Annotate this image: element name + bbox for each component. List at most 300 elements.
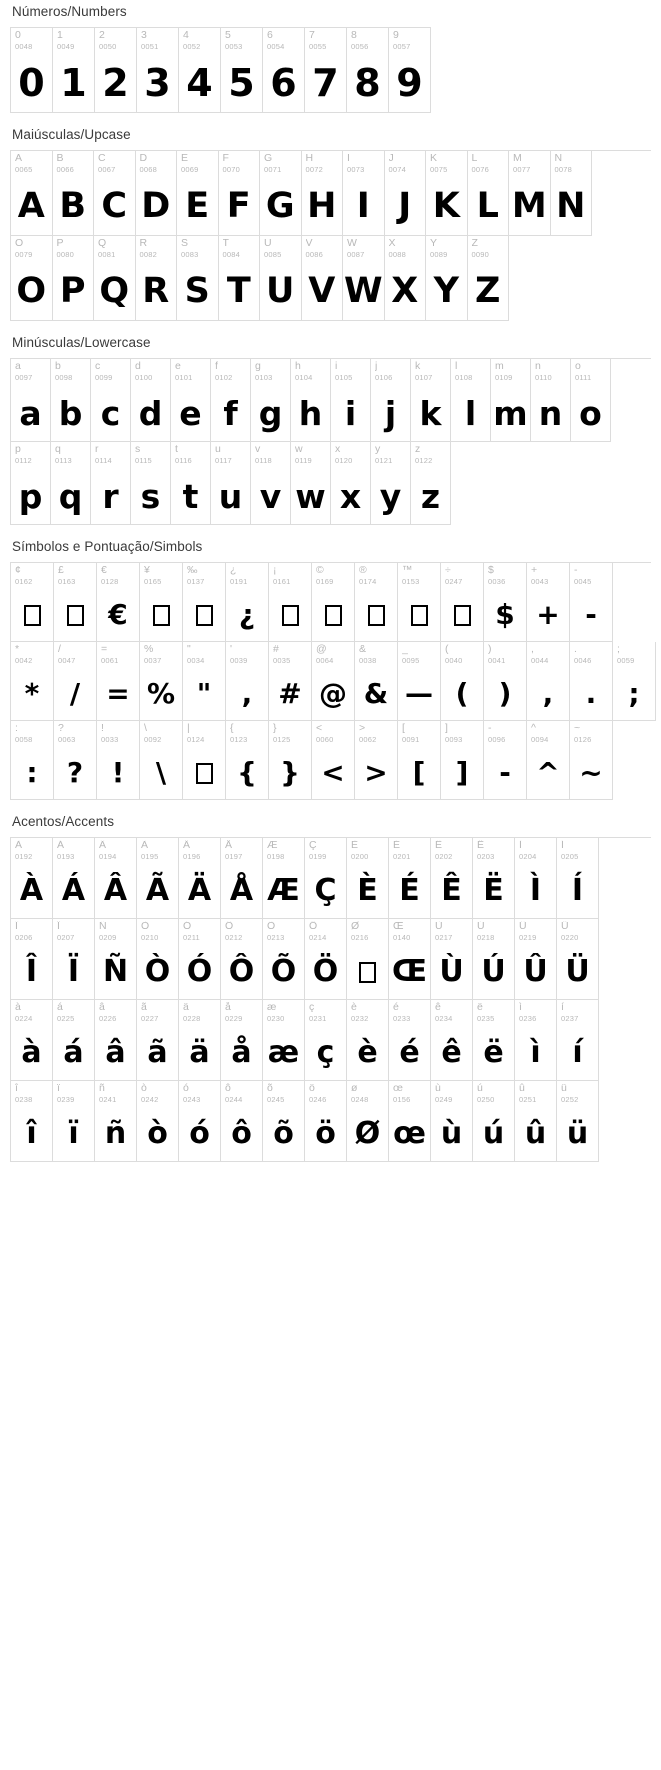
glyph-char-label: Ò xyxy=(141,921,150,932)
glyph-cell[interactable] xyxy=(183,563,226,642)
glyph-cell[interactable] xyxy=(312,642,355,721)
glyph-char-code: 0063 xyxy=(58,735,76,744)
glyph-cell[interactable] xyxy=(515,838,557,919)
glyph-cell[interactable] xyxy=(398,642,441,721)
glyph-cell[interactable] xyxy=(179,919,221,1000)
glyph-char-label: Q xyxy=(98,238,107,249)
glyph-cell[interactable] xyxy=(515,1081,557,1162)
glyph-char-code: 0243 xyxy=(183,1095,201,1104)
glyph-cell[interactable] xyxy=(11,236,53,321)
glyph-cell[interactable] xyxy=(219,236,261,321)
notdef-icon xyxy=(24,605,41,626)
glyph-cell-header xyxy=(527,642,569,668)
glyph-cell[interactable] xyxy=(385,236,427,321)
glyph-char-label: = xyxy=(101,644,108,655)
glyph-cell[interactable] xyxy=(11,721,54,800)
glyph-notdef-box xyxy=(312,589,354,641)
glyph-cell[interactable] xyxy=(473,838,515,919)
glyph-cell-header xyxy=(171,442,210,468)
glyph-cell[interactable] xyxy=(570,721,613,800)
glyph-row xyxy=(11,642,656,721)
glyph-cell-header xyxy=(411,359,450,385)
glyph-render: à xyxy=(21,1035,42,1070)
glyph-cell[interactable] xyxy=(571,359,611,442)
glyph-cell-header xyxy=(53,919,94,945)
glyph-render: 1 xyxy=(60,61,87,105)
glyph-cell[interactable] xyxy=(53,838,95,919)
glyph-render: û xyxy=(524,1116,547,1151)
glyph-cell[interactable] xyxy=(95,919,137,1000)
charmap-section-symbols xyxy=(10,535,651,800)
glyph-notdef-box xyxy=(347,945,388,999)
glyph-cell-header xyxy=(219,236,260,262)
glyph-cell-header xyxy=(305,838,346,864)
glyph-cell[interactable] xyxy=(251,359,291,442)
glyph-cell[interactable] xyxy=(468,151,510,236)
glyph-cell[interactable] xyxy=(371,359,411,442)
glyph-cell[interactable] xyxy=(557,838,599,919)
glyph-cell[interactable] xyxy=(211,359,251,442)
glyph-render: > xyxy=(364,756,388,789)
glyph-cell[interactable] xyxy=(94,151,136,236)
glyph-cell[interactable] xyxy=(269,642,312,721)
glyph-cell[interactable] xyxy=(531,359,571,442)
glyph-cell[interactable] xyxy=(95,1000,137,1081)
glyph-cell[interactable] xyxy=(137,838,179,919)
glyph-cell[interactable] xyxy=(171,442,211,525)
glyph-grid xyxy=(10,837,651,1162)
glyph-cell[interactable] xyxy=(91,442,131,525)
glyph-char-label: œ xyxy=(393,1083,403,1094)
glyph-cell[interactable] xyxy=(389,919,431,1000)
glyph-char-code: 0042 xyxy=(15,656,33,665)
notdef-icon xyxy=(196,763,213,784)
glyph-cell-header xyxy=(221,1081,262,1107)
glyph-cell[interactable] xyxy=(263,838,305,919)
glyph-cell[interactable] xyxy=(527,721,570,800)
glyph-render: 6 xyxy=(270,61,297,105)
glyph-cell[interactable] xyxy=(11,151,53,236)
glyph-char-label: r xyxy=(95,444,99,455)
glyph-char-code: 0090 xyxy=(471,250,489,259)
glyph-char-code: 0058 xyxy=(15,735,33,744)
glyph-render: é xyxy=(399,1035,420,1070)
glyph-cell[interactable] xyxy=(468,236,510,321)
glyph-cell-header xyxy=(473,1000,514,1026)
glyph-char-code: 0107 xyxy=(415,373,433,382)
glyph-cell[interactable] xyxy=(515,1000,557,1081)
glyph-cell[interactable] xyxy=(263,1000,305,1081)
glyph-cell[interactable] xyxy=(54,563,97,642)
glyph-char-code: 0153 xyxy=(402,577,420,586)
glyph-char-label: ) xyxy=(488,644,492,655)
glyph-cell-header xyxy=(219,151,260,177)
glyph-cell[interactable] xyxy=(171,359,211,442)
glyph-cell[interactable] xyxy=(312,721,355,800)
glyph-char-code: 0036 xyxy=(488,577,506,586)
glyph-cell[interactable] xyxy=(11,838,53,919)
glyph-cell[interactable] xyxy=(484,642,527,721)
glyph-char-label: F xyxy=(222,153,229,164)
glyph-cell[interactable] xyxy=(302,236,344,321)
glyph-char-label: ÷ xyxy=(445,565,451,576)
glyph-cell[interactable] xyxy=(431,1000,473,1081)
glyph-cell[interactable] xyxy=(291,359,331,442)
glyph-render: i xyxy=(344,393,357,433)
glyph-cell[interactable] xyxy=(140,721,183,800)
glyph-cell[interactable] xyxy=(473,1000,515,1081)
glyph-cell[interactable] xyxy=(219,151,261,236)
glyph-cell[interactable] xyxy=(426,151,468,236)
glyph-cell[interactable] xyxy=(451,359,491,442)
glyph-cell[interactable] xyxy=(263,919,305,1000)
glyph-cell[interactable] xyxy=(371,442,411,525)
glyph-char-code: 0080 xyxy=(56,250,74,259)
glyph-cell[interactable] xyxy=(431,919,473,1000)
glyph-cell-header xyxy=(131,442,170,468)
glyph-char-label: ò xyxy=(141,1083,147,1094)
glyph-char-label: Ê xyxy=(435,840,443,851)
glyph-cell[interactable] xyxy=(179,1000,221,1081)
glyph-char-label: T xyxy=(222,238,229,249)
glyph-cell[interactable] xyxy=(136,236,178,321)
glyph-cell[interactable] xyxy=(260,151,302,236)
glyph-cell[interactable] xyxy=(51,442,91,525)
glyph-cell[interactable] xyxy=(331,359,371,442)
glyph-char-code: 0040 xyxy=(445,656,463,665)
glyph-char-code: 0217 xyxy=(435,933,453,942)
glyph-cell[interactable] xyxy=(347,28,389,113)
glyph-char-label: [ xyxy=(402,723,405,734)
glyph-cell[interactable] xyxy=(347,919,389,1000)
glyph-cell[interactable] xyxy=(131,442,171,525)
glyph-cell[interactable] xyxy=(570,563,613,642)
glyph-cell[interactable] xyxy=(91,359,131,442)
glyph-cell[interactable] xyxy=(343,151,385,236)
glyph-cell[interactable] xyxy=(441,642,484,721)
glyph-cell[interactable] xyxy=(389,1000,431,1081)
glyph-cell[interactable] xyxy=(226,563,269,642)
glyph-cell-header xyxy=(177,236,218,262)
glyph-cell[interactable] xyxy=(305,919,347,1000)
glyph-cell-header xyxy=(11,1000,52,1026)
glyph-cell[interactable] xyxy=(389,1081,431,1162)
glyph-cell[interactable] xyxy=(137,919,179,1000)
glyph-cell[interactable] xyxy=(140,563,183,642)
glyph-cell[interactable] xyxy=(95,838,137,919)
glyph-cell[interactable] xyxy=(179,838,221,919)
glyph-cell-header xyxy=(95,919,136,945)
glyph-char-code: 0250 xyxy=(477,1095,495,1104)
glyph-cell-header xyxy=(355,642,397,668)
glyph-cell[interactable] xyxy=(226,642,269,721)
glyph-cell-header xyxy=(484,642,526,668)
glyph-cell[interactable] xyxy=(53,1000,95,1081)
glyph-cell-header xyxy=(263,838,304,864)
glyph-render: ¿ xyxy=(238,598,256,631)
glyph-cell[interactable] xyxy=(557,1081,599,1162)
glyph-cell[interactable] xyxy=(179,28,221,113)
glyph-cell-header xyxy=(54,721,96,747)
glyph-char-label: Z xyxy=(471,238,478,249)
glyph-cell[interactable] xyxy=(95,28,137,113)
glyph-char-label: o xyxy=(575,361,581,372)
glyph-cell[interactable] xyxy=(426,236,468,321)
glyph-cell-header xyxy=(305,1000,346,1026)
glyph-cell[interactable] xyxy=(431,838,473,919)
glyph-char-label: ô xyxy=(225,1083,231,1094)
glyph-cell[interactable] xyxy=(398,563,441,642)
glyph-cell-header xyxy=(389,28,430,54)
glyph-cell[interactable] xyxy=(11,442,51,525)
glyph-render: 3 xyxy=(144,61,171,105)
glyph-cell[interactable] xyxy=(221,1000,263,1081)
glyph-char-label: Á xyxy=(57,840,65,851)
glyph-cell[interactable] xyxy=(411,359,451,442)
glyph-char-label: j xyxy=(375,361,378,372)
glyph-char-code: 0064 xyxy=(316,656,334,665)
glyph-char-code: 0234 xyxy=(435,1014,453,1023)
glyph-char-code: 0047 xyxy=(58,656,76,665)
glyph-char-label: - xyxy=(574,565,578,576)
glyph-cell[interactable] xyxy=(11,359,51,442)
glyph-cell[interactable] xyxy=(441,563,484,642)
glyph-char-label: y xyxy=(375,444,381,455)
glyph-char-code: 0237 xyxy=(561,1014,579,1023)
glyph-char-code: 0206 xyxy=(15,933,33,942)
glyph-render: ? xyxy=(66,756,84,789)
glyph-cell[interactable] xyxy=(527,563,570,642)
glyph-cell[interactable] xyxy=(183,642,226,721)
glyph-cell-header xyxy=(226,721,268,747)
glyph-char-label: # xyxy=(273,644,279,655)
glyph-cell-header xyxy=(11,359,50,385)
glyph-cell[interactable] xyxy=(260,236,302,321)
glyph-cell-header xyxy=(431,919,472,945)
glyph-cell[interactable] xyxy=(305,28,347,113)
glyph-cell-header xyxy=(312,642,354,668)
glyph-cell[interactable] xyxy=(355,721,398,800)
glyph-cell[interactable] xyxy=(263,1081,305,1162)
glyph-cell[interactable] xyxy=(137,1000,179,1081)
glyph-cell[interactable] xyxy=(269,721,312,800)
glyph-char-code: 0140 xyxy=(393,933,411,942)
glyph-char-code: 0137 xyxy=(187,577,205,586)
glyph-cell[interactable] xyxy=(491,359,531,442)
glyph-render: Ö xyxy=(312,954,339,989)
glyph-cell[interactable] xyxy=(54,642,97,721)
glyph-cell[interactable] xyxy=(389,28,431,113)
glyph-cell[interactable] xyxy=(385,151,427,236)
glyph-char-code: 0109 xyxy=(495,373,513,382)
glyph-char-code: 0069 xyxy=(181,165,199,174)
glyph-cell[interactable] xyxy=(431,1081,473,1162)
glyph-cell[interactable] xyxy=(221,28,263,113)
glyph-char-code: 0043 xyxy=(531,577,549,586)
glyph-char-label: W xyxy=(347,238,357,249)
glyph-char-code: 0076 xyxy=(471,165,489,174)
glyph-char-code: 0199 xyxy=(309,852,327,861)
glyph-char-code: 0072 xyxy=(305,165,323,174)
glyph-cell-header xyxy=(302,151,343,177)
glyph-cell[interactable] xyxy=(302,151,344,236)
glyph-render: z xyxy=(420,476,441,516)
glyph-char-code: 0122 xyxy=(415,456,433,465)
glyph-cell[interactable] xyxy=(11,28,53,113)
glyph-char-code: 0110 xyxy=(535,373,552,382)
glyph-char-label: , xyxy=(531,644,534,655)
glyph-cell[interactable] xyxy=(97,721,140,800)
glyph-cell[interactable] xyxy=(11,1081,53,1162)
glyph-cell[interactable] xyxy=(355,642,398,721)
glyph-render: ü xyxy=(566,1116,589,1151)
glyph-char-code: 0052 xyxy=(183,42,201,51)
glyph-cell[interactable] xyxy=(347,1000,389,1081)
glyph-char-code: 0086 xyxy=(305,250,323,259)
glyph-cell[interactable] xyxy=(179,1081,221,1162)
glyph-cell[interactable] xyxy=(97,563,140,642)
glyph-cell-header xyxy=(91,359,130,385)
glyph-cell-header xyxy=(211,442,250,468)
glyph-char-label: 0 xyxy=(15,30,21,41)
glyph-render: U xyxy=(266,270,295,311)
glyph-cell[interactable] xyxy=(557,919,599,1000)
glyph-cell[interactable] xyxy=(263,28,305,113)
glyph-cell[interactable] xyxy=(177,151,219,236)
glyph-cell-header xyxy=(473,1081,514,1107)
glyph-cell[interactable] xyxy=(312,563,355,642)
glyph-cell-header xyxy=(389,1081,430,1107)
glyph-cell[interactable] xyxy=(291,442,331,525)
glyph-cell[interactable] xyxy=(11,563,54,642)
glyph-cell[interactable] xyxy=(226,721,269,800)
glyph-cell[interactable] xyxy=(177,236,219,321)
glyph-cell[interactable] xyxy=(11,919,53,1000)
glyph-cell[interactable] xyxy=(484,563,527,642)
glyph-cell[interactable] xyxy=(11,1000,53,1081)
glyph-char-label: £ xyxy=(58,565,64,576)
glyph-cell[interactable] xyxy=(551,151,593,236)
glyph-cell[interactable] xyxy=(140,642,183,721)
glyph-cell[interactable] xyxy=(183,721,226,800)
glyph-char-code: 0114 xyxy=(95,456,112,465)
glyph-cell[interactable] xyxy=(97,642,140,721)
glyph-render: f xyxy=(223,393,238,433)
glyph-cell[interactable] xyxy=(95,1081,137,1162)
glyph-row xyxy=(11,838,599,919)
glyph-cell[interactable] xyxy=(509,151,551,236)
glyph-cell-header xyxy=(53,1081,94,1107)
glyph-render: Í xyxy=(571,873,584,908)
glyph-cell[interactable] xyxy=(305,838,347,919)
glyph-cell-header xyxy=(571,359,610,385)
glyph-cell-header xyxy=(251,359,290,385)
glyph-render: Q xyxy=(99,270,130,311)
glyph-cell-header xyxy=(260,236,301,262)
glyph-cell[interactable] xyxy=(355,563,398,642)
glyph-cell-header xyxy=(221,838,262,864)
glyph-render: Z xyxy=(475,270,501,311)
glyph-char-label: s xyxy=(135,444,141,455)
glyph-cell-header xyxy=(570,721,612,747)
glyph-cell[interactable] xyxy=(11,642,54,721)
glyph-render: N xyxy=(556,185,586,226)
glyph-cell[interactable] xyxy=(94,236,136,321)
glyph-cell[interactable] xyxy=(389,838,431,919)
glyph-cell[interactable] xyxy=(305,1000,347,1081)
glyph-cell[interactable] xyxy=(557,1000,599,1081)
glyph-cell[interactable] xyxy=(473,919,515,1000)
glyph-cell[interactable] xyxy=(53,151,95,236)
glyph-cell[interactable] xyxy=(515,919,557,1000)
glyph-cell[interactable] xyxy=(54,721,97,800)
glyph-cell[interactable] xyxy=(613,642,656,721)
glyph-cell[interactable] xyxy=(137,28,179,113)
glyph-render: J xyxy=(398,185,412,226)
glyph-cell[interactable] xyxy=(131,359,171,442)
glyph-cell[interactable] xyxy=(331,442,371,525)
glyph-cell[interactable] xyxy=(473,1081,515,1162)
glyph-cell[interactable] xyxy=(211,442,251,525)
glyph-cell[interactable] xyxy=(347,1081,389,1162)
glyph-render: A xyxy=(17,185,45,226)
glyph-cell-header xyxy=(94,236,135,262)
glyph-cell[interactable] xyxy=(53,1081,95,1162)
glyph-cell-header xyxy=(179,1000,220,1026)
glyph-render: h xyxy=(298,393,323,433)
glyph-cell[interactable] xyxy=(484,721,527,800)
glyph-cell[interactable] xyxy=(53,28,95,113)
glyph-char-label: $ xyxy=(488,565,494,576)
glyph-cell[interactable] xyxy=(51,359,91,442)
glyph-render: { xyxy=(237,756,257,789)
glyph-cell[interactable] xyxy=(343,236,385,321)
glyph-cell[interactable] xyxy=(441,721,484,800)
glyph-cell[interactable] xyxy=(53,236,95,321)
glyph-cell[interactable] xyxy=(305,1081,347,1162)
glyph-char-label: ï xyxy=(57,1083,60,1094)
glyph-cell-header xyxy=(557,1081,598,1107)
glyph-char-label: 8 xyxy=(351,30,357,41)
glyph-cell[interactable] xyxy=(136,151,178,236)
glyph-cell[interactable] xyxy=(53,919,95,1000)
glyph-char-code: 0216 xyxy=(351,933,369,942)
glyph-cell-header xyxy=(179,919,220,945)
glyph-cell-header xyxy=(570,642,612,668)
glyph-char-label: ™ xyxy=(402,565,413,576)
glyph-cell[interactable] xyxy=(269,563,312,642)
glyph-char-label: ¿ xyxy=(230,565,237,576)
glyph-cell[interactable] xyxy=(347,838,389,919)
glyph-cell[interactable] xyxy=(221,1081,263,1162)
glyph-cell[interactable] xyxy=(251,442,291,525)
glyph-render: t xyxy=(182,476,199,516)
glyph-cell-header xyxy=(398,642,440,668)
glyph-cell[interactable] xyxy=(570,642,613,721)
glyph-render: Ä xyxy=(187,873,212,908)
glyph-cell-header xyxy=(211,359,250,385)
glyph-render: d xyxy=(138,393,163,433)
glyph-cell[interactable] xyxy=(411,442,451,525)
glyph-cell[interactable] xyxy=(221,919,263,1000)
glyph-char-code: 0089 xyxy=(430,250,448,259)
glyph-render: Ã xyxy=(145,873,170,908)
glyph-cell[interactable] xyxy=(221,838,263,919)
glyph-cell[interactable] xyxy=(137,1081,179,1162)
glyph-cell[interactable] xyxy=(398,721,441,800)
glyph-render: Ù xyxy=(439,954,464,989)
glyph-cell[interactable] xyxy=(527,642,570,721)
